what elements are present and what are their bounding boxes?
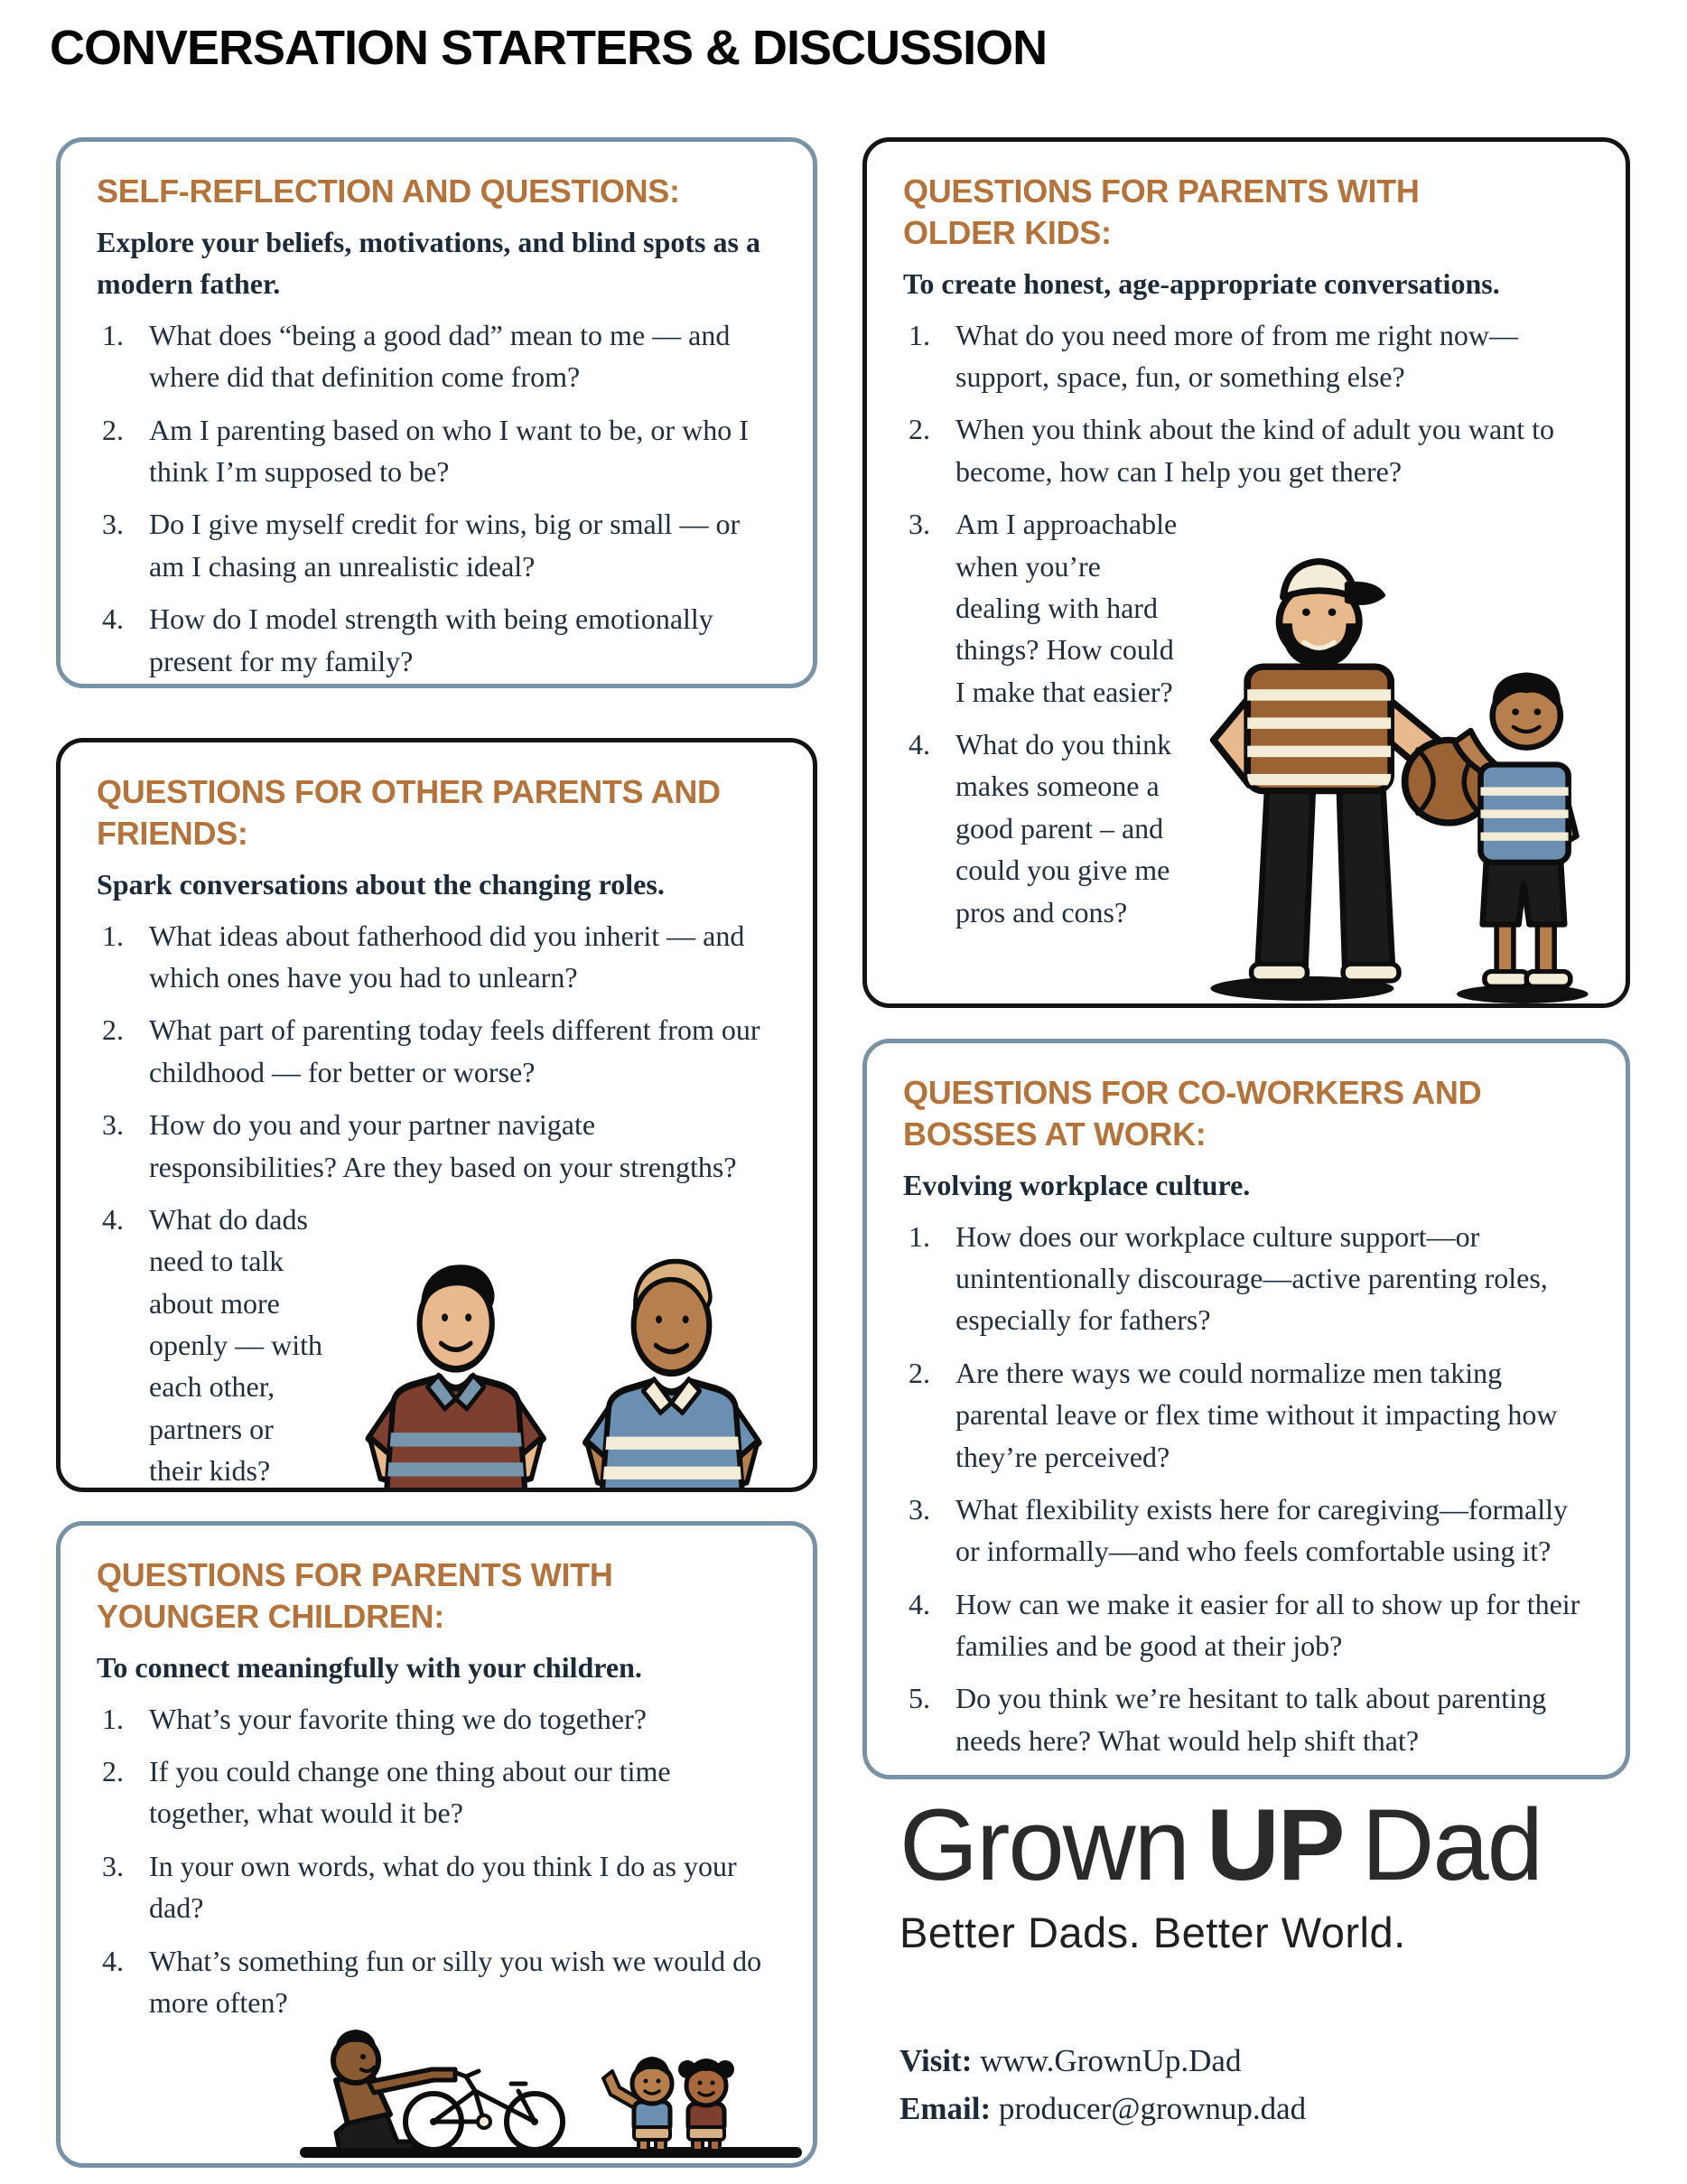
brand-logo xyxy=(899,1788,1542,1957)
question-item: In your own words, what do you think I do as your dad? xyxy=(149,1849,737,1925)
card-intro: Explore your beliefs, motivations, and blind spots as a modern father. xyxy=(97,226,760,301)
card-self-reflection xyxy=(56,137,817,688)
contact-block xyxy=(899,2038,1306,2133)
email-address: producer@grownup.dad xyxy=(998,2090,1307,2126)
question-item: Am I parenting based on who I want to be, or who I think I’m supposed to be? xyxy=(149,413,749,489)
question-item: What’s your favorite thing we do together? xyxy=(149,1702,647,1735)
logo-word-dad: Dad xyxy=(1361,1788,1542,1901)
visit-url: www.GrownUp.Dad xyxy=(980,2043,1242,2078)
card-other-parents xyxy=(56,738,817,1492)
page-title: CONVERSATION STARTERS & DISCUSSION xyxy=(50,21,1048,75)
card-heading: QUESTIONS FOR OTHER PARENTS AND FRIENDS: xyxy=(97,773,721,853)
dad-with-bike-and-kids-illustration xyxy=(298,1990,804,2161)
question-item: How do you and your partner navigate responsibilities? Are they based on your strengths? xyxy=(149,1108,737,1183)
card-intro: To connect meaningfully with your children. xyxy=(97,1651,642,1685)
question-list xyxy=(97,314,778,682)
question-item: What part of parenting today feels different from our childhood — for better or worse? xyxy=(149,1013,760,1088)
contact-email-row xyxy=(899,2086,1306,2133)
question-item: What flexibility exists here for caregiving—formally or informally—and who feels comfortable using it? xyxy=(955,1492,1568,1568)
question-item: How does our workplace culture support—or unintentionally discourage—active parenting roles, especially for fathers? xyxy=(955,1219,1548,1337)
contact-visit-row xyxy=(899,2038,1306,2086)
question-item: Am I approachable when you’re dealing with hard things? How could I make that easier? xyxy=(903,503,1591,713)
question-list xyxy=(903,314,1591,933)
logo-tagline: Better Dads. Better World. xyxy=(899,1908,1406,1956)
two-dads-talking-illustration xyxy=(338,1242,778,1490)
question-list xyxy=(97,915,778,1492)
question-item: How can we make it easier for all to show up for their families and be good at their job? xyxy=(955,1587,1580,1663)
card-coworkers xyxy=(862,1039,1630,1779)
question-item: What does “being a good dad” mean to me — and where did that definition come from? xyxy=(149,318,731,394)
question-item: What’s something fun or silly you wish we would do more often? xyxy=(149,1944,762,2019)
question-item: When you think about the kind of adult you want to become, how can I help you get there? xyxy=(955,413,1554,488)
question-item: What do you think makes someone a good parent – and could you give me pros and cons? xyxy=(955,728,1172,929)
card-intro: Spark conversations about the changing roles. xyxy=(97,868,665,901)
question-item: If you could change one thing about our time together, what would it be? xyxy=(149,1754,671,1830)
question-item: What do you need more of from me right now— support, space, fun, or something else? xyxy=(955,318,1518,393)
logo-word-up: UP xyxy=(1206,1788,1344,1901)
question-item: Do I give myself credit for wins, big or small — or am I chasing an unrealistic ideal? xyxy=(149,508,741,583)
logo-wordmark xyxy=(899,1788,1542,1901)
card-intro: To create honest, age-appropriate conversations. xyxy=(903,267,1500,301)
card-heading: QUESTIONS FOR PARENTS WITH YOUNGER CHILDREN: xyxy=(97,1556,613,1636)
question-item: What do dads need to talk about more openly — with each other, partners or their kids? xyxy=(97,1199,778,1492)
question-list xyxy=(903,1216,1591,1762)
card-heading: QUESTIONS FOR CO-WORKERS AND BOSSES AT WORK: xyxy=(903,1074,1482,1153)
card-heading: QUESTIONS FOR PARENTS WITH OLDER KIDS: xyxy=(903,173,1420,252)
card-younger-children xyxy=(56,1521,817,2168)
question-item: How do I model strength with being emotionally present for my family? xyxy=(149,602,713,677)
card-older-kids xyxy=(862,137,1630,1008)
card-intro: Evolving workplace culture. xyxy=(903,1169,1251,1202)
question-item: What ideas about fatherhood did you inherit — and which ones have you had to unlearn? xyxy=(149,919,745,994)
email-label: Email: xyxy=(899,2090,992,2126)
logo-word-grown: Grown xyxy=(899,1788,1188,1901)
question-item: Are there ways we could normalize men taking parental leave or flex time without it impacting how they’re perceived? xyxy=(955,1356,1558,1473)
question-item: Do you think we’re hesitant to talk about parenting needs here? What would help shift that? xyxy=(955,1682,1547,1757)
card-heading: SELF-REFLECTION AND QUESTIONS: xyxy=(97,173,680,210)
visit-label: Visit: xyxy=(899,2043,973,2078)
question-list xyxy=(97,1698,778,2024)
